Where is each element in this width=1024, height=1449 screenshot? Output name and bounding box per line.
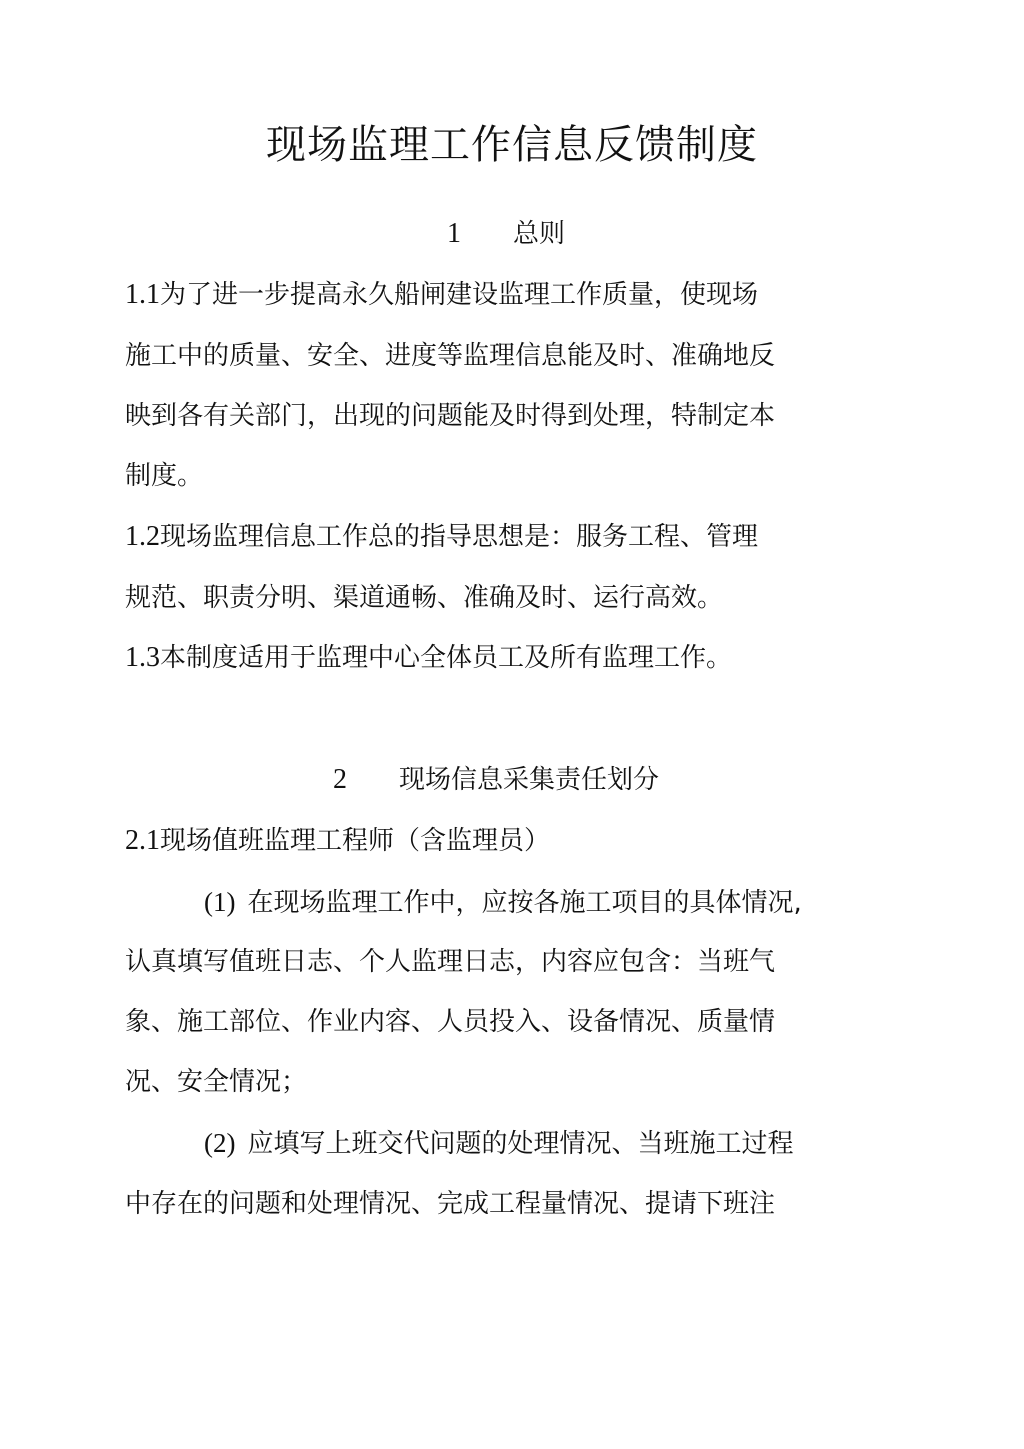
paragraph-1-3-number: 1.3	[125, 642, 160, 673]
section-1-number: 1	[447, 218, 461, 249]
item-1-marker: (1)	[204, 887, 236, 917]
item-1-line-4: 况、安全情况；	[125, 1067, 308, 1097]
section-1-heading	[447, 214, 565, 254]
paragraph-2-1-text: 现场值班监理工程师（含监理员）	[160, 826, 551, 856]
paragraph-1-3-line-1	[125, 638, 732, 678]
paragraph-1-2-number: 1.2	[125, 521, 160, 552]
paragraph-2-1-number: 2.1	[125, 825, 160, 856]
section-2-number: 2	[333, 764, 347, 795]
paragraph-1-3-text-1: 本制度适用于监理中心全体员工及所有监理工作。	[160, 643, 733, 673]
paragraph-1-2-line-2: 规范、职责分明、渠道通畅、准确及时、运行高效。	[125, 583, 724, 613]
item-1-line-2: 认真填写值班日志、个人监理日志，内容应包含：当班气	[125, 947, 776, 977]
item-2-text-1: 应填写上班交代问题的处理情况、当班施工过程	[247, 1129, 794, 1159]
paragraph-2-1	[125, 821, 550, 861]
paragraph-1-1-text-1: 为了进一步提高永久船闸建设监理工作质量，使现场	[160, 280, 759, 310]
paragraph-1-2-line-1	[125, 517, 758, 557]
item-2-marker: (2)	[204, 1128, 236, 1158]
paragraph-1-2-text-1: 现场监理信息工作总的指导思想是：服务工程、管理	[160, 522, 759, 552]
paragraph-1-1-number: 1.1	[125, 279, 160, 310]
paragraph-1-1-line-2: 施工中的质量、安全、进度等监理信息能及时、准确地反	[125, 341, 776, 371]
section-2-title: 现场信息采集责任划分	[399, 765, 660, 795]
item-1-line-1	[204, 882, 802, 923]
item-1-text-1: 在现场监理工作中，应按各施工项目的具体情况,	[247, 888, 802, 918]
document-title: 现场监理工作信息反馈制度	[266, 122, 758, 168]
item-1-line-3: 象、施工部位、作业内容、人员投入、设备情况、质量情	[125, 1007, 776, 1037]
section-2-heading	[333, 760, 659, 800]
paragraph-1-1-line-4: 制度。	[125, 461, 204, 491]
section-1-title: 总则	[513, 219, 566, 249]
paragraph-1-1-line-1	[125, 275, 758, 315]
item-2-line-1	[204, 1123, 794, 1164]
item-2-line-2: 中存在的问题和处理情况、完成工程量情况、提请下班注	[125, 1189, 776, 1219]
paragraph-1-1-line-3: 映到各有关部门，出现的问题能及时得到处理，特制定本	[125, 401, 776, 431]
